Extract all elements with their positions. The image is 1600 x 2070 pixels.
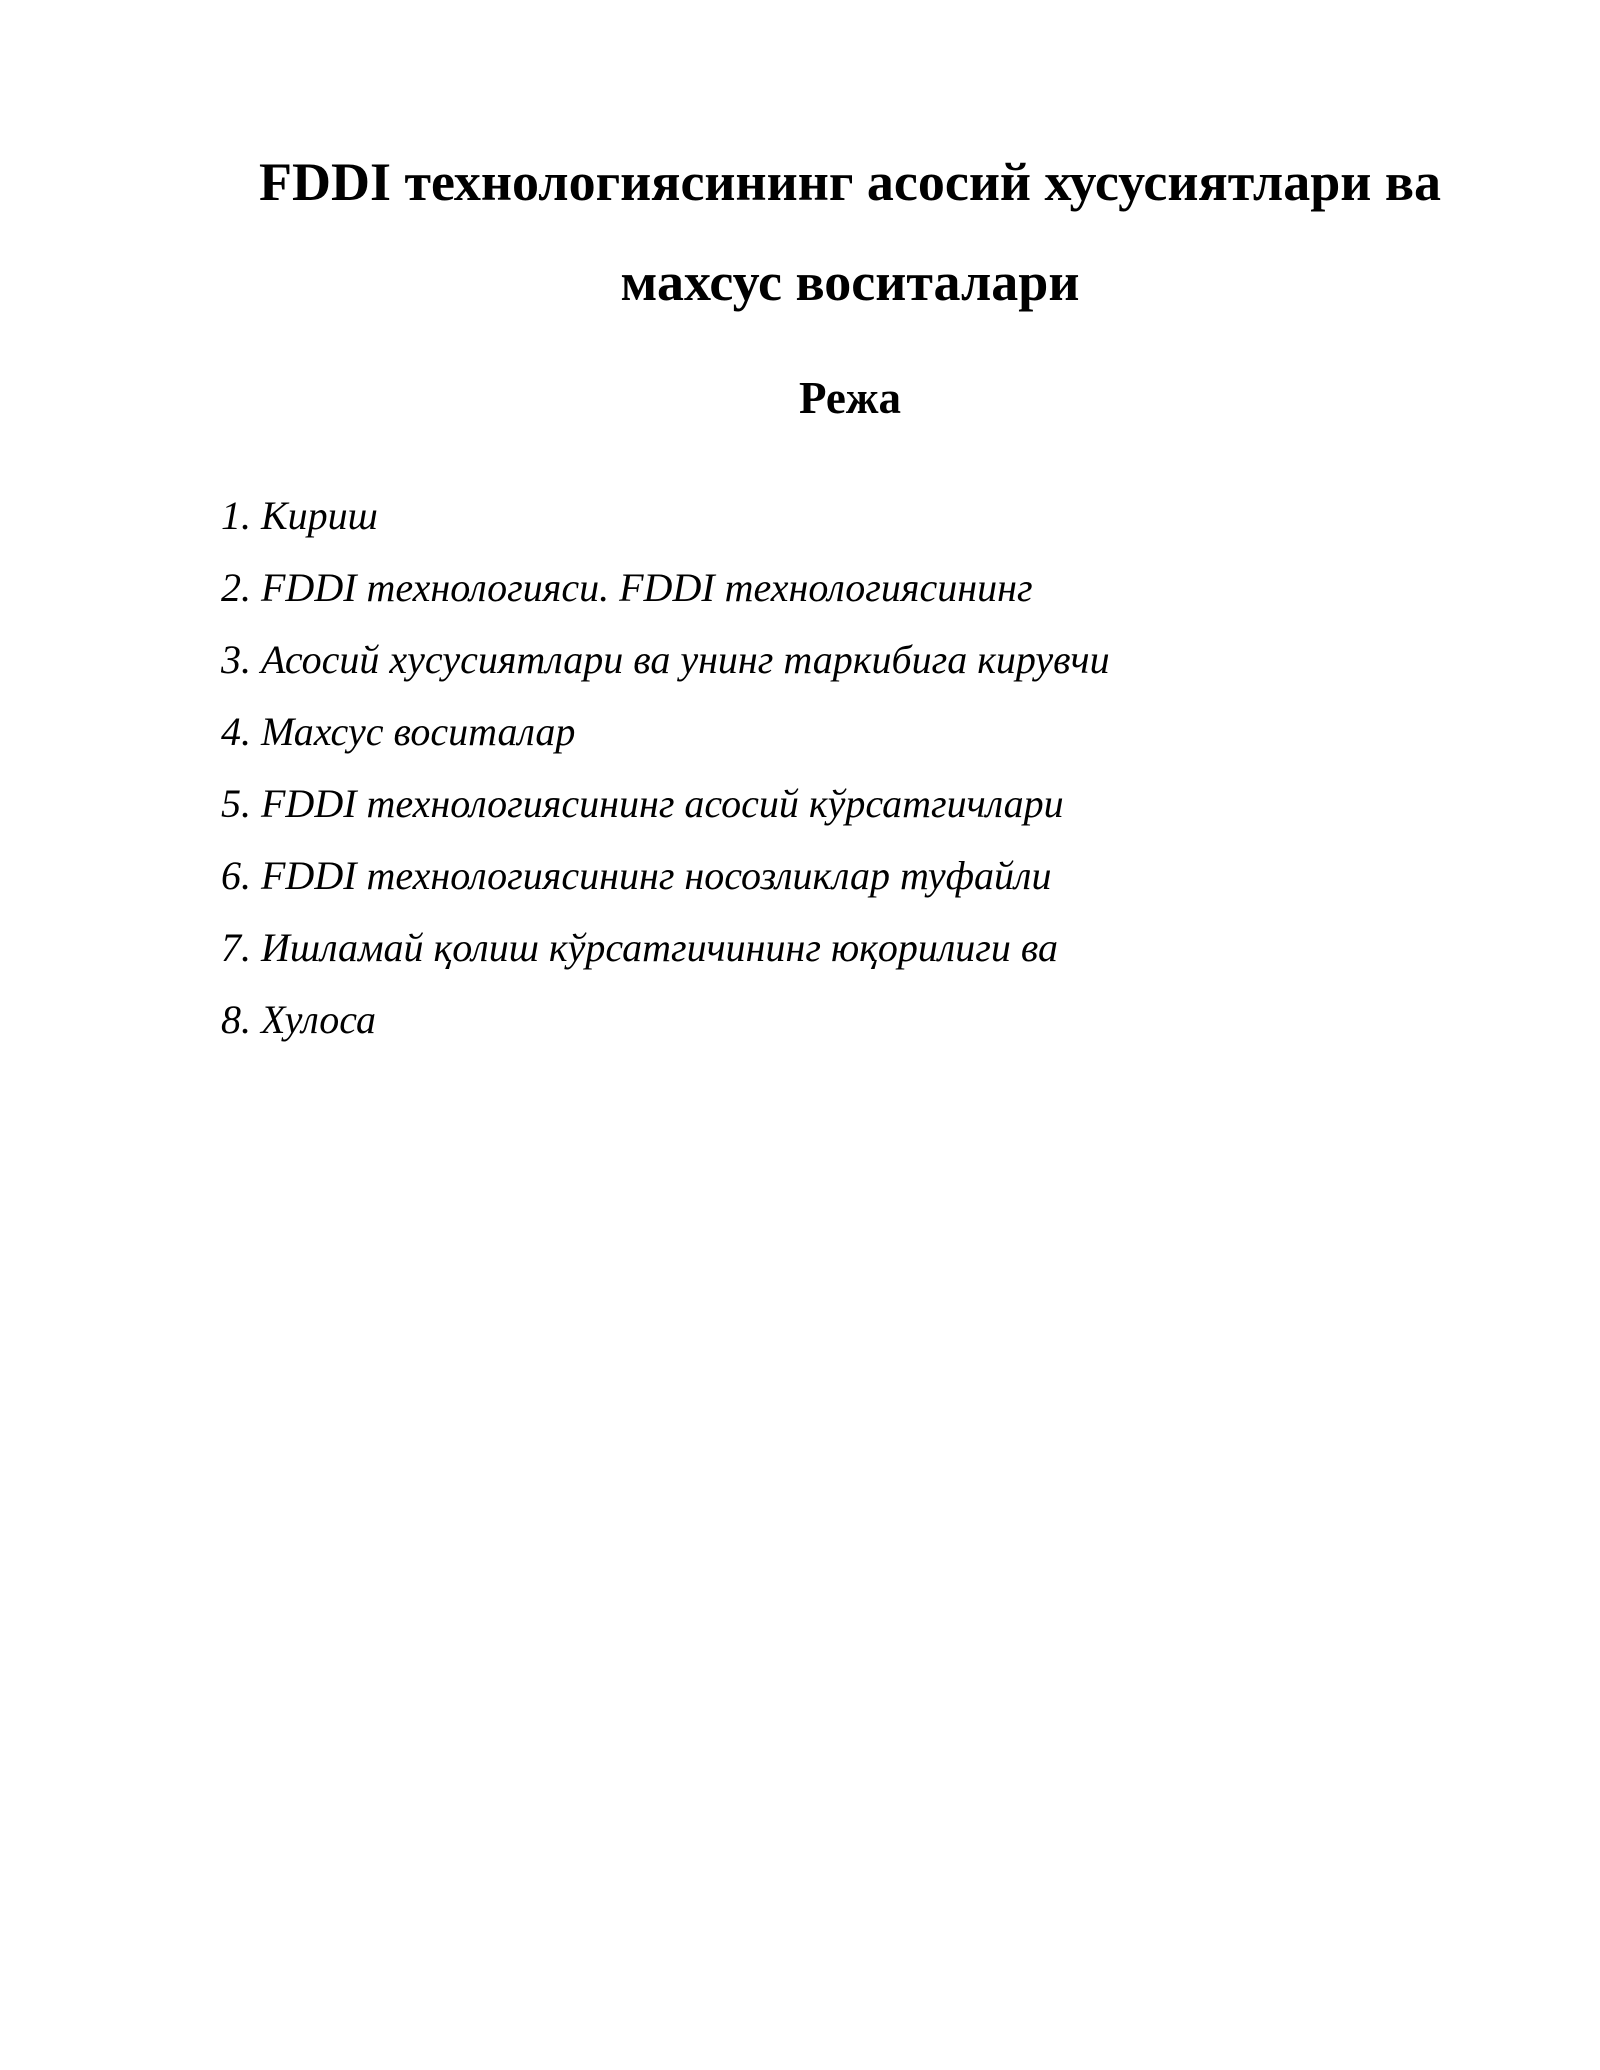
plan-item: 2. FDDI технологияси. FDDI технологиясининг	[221, 565, 1033, 610]
plan-item: 8. Хулоса	[221, 997, 376, 1042]
plan-list	[221, 480, 1110, 1056]
plan-item: 7. Ишламай қолиш кўрсатгичининг юқорилиги ва	[221, 925, 1058, 970]
plan-item: 3. Асосий хусусиятлари ва унинг таркибига кирувчи	[221, 637, 1110, 682]
plan-item: 5. FDDI технологиясининг асосий кўрсатгичлари	[221, 781, 1064, 826]
plan-heading: Режа	[799, 373, 901, 423]
plan-item: 1. Кириш	[221, 493, 378, 538]
plan-item: 4. Махсус воситалар	[221, 709, 576, 754]
document-title: FDDI технологиясининг асосий хусусиятлари ва махсус воситалари	[258, 152, 1441, 312]
plan-item: 6. FDDI технологиясининг носозликлар туфайли	[221, 853, 1052, 898]
